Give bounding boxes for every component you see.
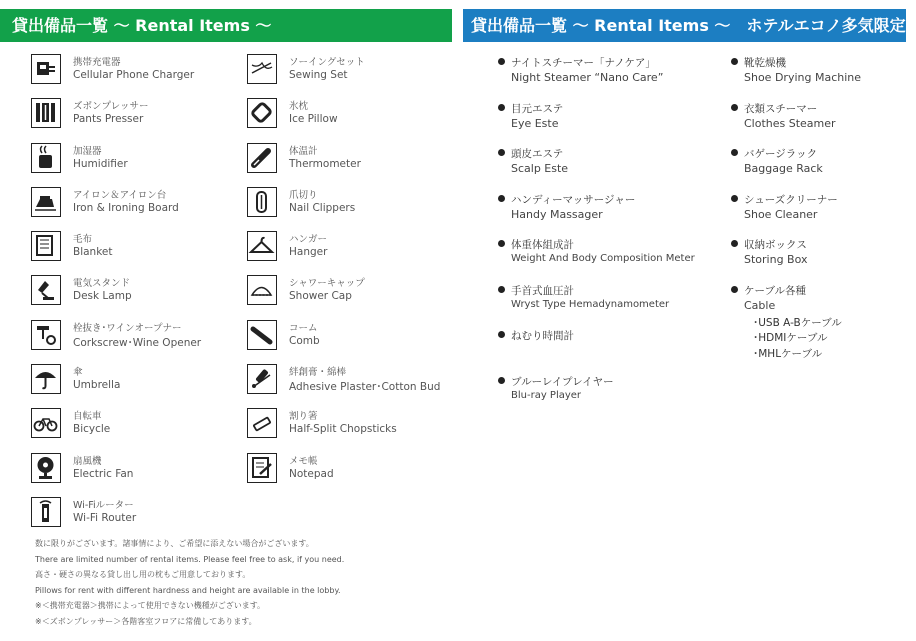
rental-item-ice-pillow	[247, 96, 457, 140]
notes-block	[35, 536, 455, 630]
item-name-jp: コーム	[289, 322, 318, 334]
hotel-item	[496, 192, 721, 238]
plaster-icon	[247, 364, 277, 394]
hotel-item	[729, 283, 904, 360]
rental-list-column-1	[31, 52, 246, 539]
item-name-en: Notepad	[289, 467, 334, 480]
rental-item-sewing	[247, 52, 457, 96]
hotel-item	[729, 192, 904, 238]
phone-charger-icon	[31, 54, 61, 84]
umbrella-icon	[31, 364, 61, 394]
rental-item-hanger	[247, 229, 457, 273]
item-name-en: Iron & Ironing Board	[73, 201, 179, 214]
item-name-jp: 体重体組成計	[511, 239, 574, 251]
hotel-item	[729, 237, 904, 283]
item-name-jp: 爪切り	[289, 189, 318, 201]
item-name-en: Wi-Fi Router	[73, 511, 137, 524]
hotel-item	[496, 146, 721, 192]
sewing-icon	[247, 54, 277, 84]
item-name-jp: 栓抜き･ワインオープナー	[73, 322, 182, 334]
note-line: There are limited number of rental items. Please feel free to ask, if you need.	[35, 554, 345, 564]
bullet-icon	[498, 149, 505, 156]
bicycle-icon	[31, 408, 61, 438]
item-name-en: Nail Clippers	[289, 201, 356, 214]
rental-item-thermometer	[247, 141, 457, 185]
note-line: ※＜携帯充電器＞携帯によって使用できない機種がございます。	[35, 601, 266, 611]
item-name-en: Pants Presser	[73, 113, 144, 126]
item-name-en: Cellular Phone Charger	[73, 69, 195, 81]
item-name-jp: 電気スタンド	[73, 278, 131, 290]
hotel-item	[496, 283, 721, 329]
item-name-jp: アイロン＆アイロン台	[73, 189, 167, 201]
item-name-jp: 傘	[73, 367, 83, 379]
hotel-list-column-2	[729, 55, 904, 360]
item-name-en: Hanger	[289, 246, 328, 259]
item-name-en: Weight And Body Composition Meter	[511, 253, 695, 264]
shower-cap-icon	[247, 275, 277, 305]
bullet-icon	[498, 58, 505, 65]
item-name-en: Wryst Type Hemadynamometer	[511, 298, 670, 310]
rental-item-corkscrew	[31, 318, 246, 362]
hotel-item	[729, 55, 904, 101]
hotel-item	[496, 374, 721, 420]
item-name-en: Umbrella	[73, 379, 121, 392]
item-name-en: Sewing Set	[289, 69, 348, 81]
bullet-icon	[731, 240, 738, 247]
comb-icon	[247, 320, 277, 350]
item-name-en: Baggage Rack	[744, 162, 823, 175]
item-name-jp: 頭皮エステ	[511, 148, 564, 160]
rental-item-chopsticks	[247, 406, 457, 450]
item-name-en: Bicycle	[73, 423, 111, 436]
item-name-jp: 靴乾燥機	[744, 57, 786, 69]
hotel-limited-banner	[463, 9, 906, 42]
item-name-jp: ナイトスチーマー「ナノケア」	[511, 57, 656, 69]
note-line: 数に限りがございます。諸事情により、ご希望に添えない場合がございます。	[35, 539, 314, 548]
item-name-en: Corkscrew･Wine Opener	[73, 336, 202, 349]
humidifier-icon	[31, 143, 61, 173]
item-name-en: Humidifier	[73, 157, 128, 170]
rental-items-title: 貸出備品一覧 ～ Rental Items ～	[12, 16, 272, 35]
item-name-en: Comb	[289, 334, 320, 347]
item-name-en: Electric Fan	[73, 467, 134, 480]
item-name-jp: ねむり時間計	[511, 330, 574, 342]
corkscrew-icon	[31, 320, 61, 350]
item-name-en: Clothes Steamer	[744, 116, 836, 130]
bullet-icon	[498, 104, 505, 111]
item-name-jp: ハンガー	[289, 234, 328, 246]
item-name-en: Ice Pillow	[289, 113, 338, 126]
desk-lamp-icon	[31, 275, 61, 305]
hotel-item	[496, 101, 721, 147]
bullet-icon	[731, 58, 738, 65]
item-name-jp: 手首式血圧計	[511, 284, 574, 297]
rental-item-pants-presser	[31, 96, 246, 140]
hanger-icon	[247, 231, 277, 261]
hotel-item	[729, 101, 904, 147]
rental-item-blanket	[31, 229, 246, 273]
item-name-jp: バゲージラック	[744, 148, 818, 160]
item-name-en: Desk Lamp	[73, 290, 132, 303]
rental-item-shower-cap	[247, 273, 457, 317]
item-name-en: Storing Box	[744, 253, 808, 266]
item-name-jp: 加湿器	[73, 145, 102, 157]
cable-type: ･USB A-Bケーブル	[753, 316, 842, 329]
rental-item-phone-charger	[31, 52, 246, 96]
item-name-jp: ブルーレイプレイヤー	[511, 375, 614, 388]
hotel-item	[496, 328, 721, 374]
item-name-jp: シューズクリーナー	[744, 193, 838, 206]
item-name-jp: 絆創膏・綿棒	[289, 367, 347, 379]
item-name-jp: 衣類スチーマー	[744, 102, 818, 115]
item-name-jp: 割り箸	[289, 411, 318, 423]
note-line: 高さ・硬さの異なる貸し出し用の枕もご用意しております。	[35, 570, 251, 580]
rental-item-bicycle	[31, 406, 246, 450]
chopsticks-icon	[247, 408, 277, 438]
item-name-jp: 自転車	[73, 411, 102, 423]
bullet-icon	[731, 286, 738, 293]
bullet-icon	[731, 149, 738, 156]
bullet-icon	[731, 104, 738, 111]
hotel-item	[496, 237, 721, 283]
bullet-icon	[498, 195, 505, 202]
hotel-item	[729, 146, 904, 192]
cable-type: ･HDMIケーブル	[753, 332, 828, 344]
item-name-en: Half-Split Chopsticks	[289, 423, 397, 436]
item-name-en: Cable	[744, 298, 776, 312]
rental-item-wifi-router	[31, 495, 246, 539]
rental-item-desk-lamp	[31, 273, 246, 317]
item-name-jp: ハンディーマッサージャー	[511, 193, 636, 206]
rental-item-nail-clippers	[247, 185, 457, 229]
ice-pillow-icon	[247, 98, 277, 128]
item-name-en: Eye Este	[511, 116, 559, 130]
item-name-en: Blu-ray Player	[511, 389, 582, 401]
notepad-icon	[247, 453, 277, 483]
note-line: ※＜ズボンプレッサー＞各階客室フロアに常備してあります。	[35, 616, 257, 626]
pants-presser-icon	[31, 98, 61, 128]
item-name-en: Handy Massager	[511, 207, 603, 221]
hotel-item	[496, 55, 721, 101]
blanket-icon	[31, 231, 61, 261]
thermometer-icon	[247, 143, 277, 173]
nail-clippers-icon	[247, 187, 277, 217]
rental-item-notepad	[247, 451, 457, 495]
rental-list-column-2	[247, 52, 457, 495]
item-name-en: Blanket	[73, 246, 113, 259]
item-name-jp: Wi-Fiルーター	[73, 499, 134, 511]
wifi-router-icon	[31, 497, 61, 527]
item-name-en: Adhesive Plaster･Cotton Bud	[289, 381, 441, 394]
bullet-icon	[731, 195, 738, 202]
item-name-jp: シャワーキャップ	[289, 278, 365, 290]
rental-items-banner	[0, 9, 452, 42]
rental-item-umbrella	[31, 362, 246, 406]
cable-type: ･MHLケーブル	[753, 347, 823, 360]
item-name-jp: 毛布	[73, 234, 93, 246]
item-name-jp: ズボンプレッサー	[73, 101, 149, 113]
item-name-jp: メモ帳	[289, 455, 318, 467]
bullet-icon	[498, 377, 505, 384]
item-name-en: Shower Cap	[289, 290, 352, 303]
hotel-limited-title: 貸出備品一覧 ～ Rental Items ～ ホテルエコノ多気限定	[471, 16, 906, 35]
item-name-en: Night Steamer “Nano Care”	[511, 71, 664, 84]
item-name-en: Thermometer	[289, 157, 361, 170]
rental-item-iron	[31, 185, 246, 229]
item-name-en: Scalp Este	[511, 162, 569, 175]
bullet-icon	[498, 331, 505, 338]
rental-item-fan	[31, 451, 246, 495]
item-name-jp: 体温計	[289, 145, 318, 157]
iron-icon	[31, 187, 61, 217]
fan-icon	[31, 453, 61, 483]
item-name-jp: 携帯充電器	[73, 57, 121, 68]
item-name-jp: ケーブル各種	[744, 284, 807, 297]
rental-item-humidifier	[31, 141, 246, 185]
item-name-en: Shoe Cleaner	[744, 207, 818, 221]
item-name-jp: 収納ボックス	[744, 239, 807, 251]
item-name-en: Shoe Drying Machine	[744, 71, 862, 84]
item-name-jp: ソーイングセット	[289, 57, 365, 68]
rental-item-comb	[247, 318, 457, 362]
item-name-jp: 氷枕	[289, 101, 309, 113]
bullet-icon	[498, 240, 505, 247]
rental-item-plaster	[247, 362, 457, 406]
item-name-jp: 扇風機	[73, 455, 102, 467]
note-line: Pillows for rent with different hardness and height are available in the lobby.	[35, 585, 341, 595]
item-name-jp: 目元エステ	[511, 102, 564, 115]
hotel-list-column-1	[496, 55, 721, 419]
bullet-icon	[498, 286, 505, 293]
